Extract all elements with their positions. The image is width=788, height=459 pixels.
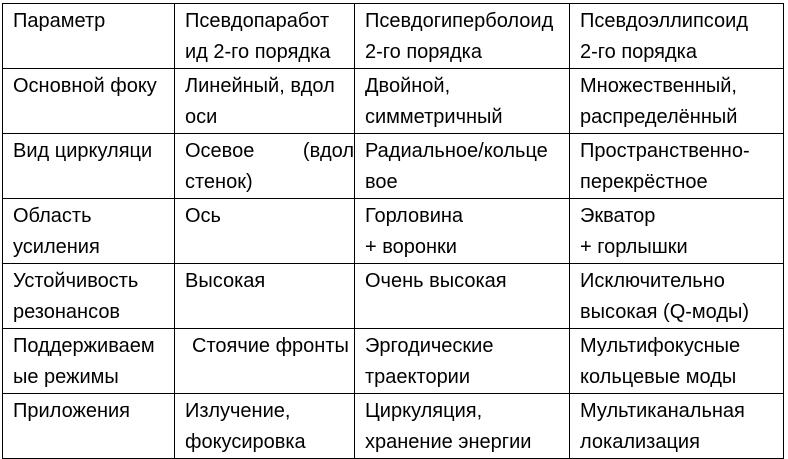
table-cell xyxy=(355,264,570,329)
table-cell xyxy=(175,69,355,134)
cell-line-justified xyxy=(185,136,354,167)
cell-line: усиления xyxy=(13,236,100,258)
cell-line: Область xyxy=(13,205,92,227)
table-row xyxy=(3,134,784,199)
cell-line: Параметр xyxy=(13,10,106,32)
table-cell xyxy=(355,134,570,199)
cell-line: вое xyxy=(365,171,398,193)
table-cell xyxy=(570,199,784,264)
cell-line: Мультиканальная xyxy=(580,400,745,422)
cell-line: Псевдогиперболоид xyxy=(365,10,554,32)
cell-line: Вид циркуляци xyxy=(13,140,153,162)
table-row xyxy=(3,264,784,329)
table-cell xyxy=(570,134,784,199)
header-cell-parameter xyxy=(3,4,175,69)
table-cell xyxy=(175,134,355,199)
cell-line: Излучение, xyxy=(185,400,291,422)
cell-line: + воронки xyxy=(365,236,457,258)
row-label-cell xyxy=(3,134,175,199)
cell-line: Стоячие фронты xyxy=(192,335,349,357)
table-cell xyxy=(355,199,570,264)
cell-line: Ось xyxy=(185,205,221,227)
cell-line: Множественный, xyxy=(580,75,737,97)
table-cell xyxy=(570,264,784,329)
cell-line: Линейный, вдол xyxy=(185,75,335,97)
cell-line: Двойной, xyxy=(365,75,451,97)
row-label-cell xyxy=(3,264,175,329)
table-cell xyxy=(175,329,355,394)
table-header-row xyxy=(3,4,784,69)
cell-line: высокая (Q-моды) xyxy=(580,301,750,323)
cell-line: Мультифокусные xyxy=(580,335,741,357)
cell-line: Циркуляция, xyxy=(365,400,483,422)
cell-line: 2-го порядка xyxy=(580,41,697,63)
table-row xyxy=(3,329,784,394)
cell-line: + горлышки xyxy=(580,236,688,258)
cell-line: Псевдопаработ xyxy=(185,10,330,32)
cell-line: Горловина xyxy=(365,205,464,227)
table-cell xyxy=(570,329,784,394)
cell-line: Высокая xyxy=(185,270,266,292)
cell-line: ид 2-го порядка xyxy=(185,41,331,63)
cell-line: ые режимы xyxy=(13,366,119,388)
row-label-cell xyxy=(3,69,175,134)
cell-line: Основной фоку xyxy=(13,75,157,97)
cell-line: симметричный xyxy=(365,106,503,128)
row-label-cell xyxy=(3,199,175,264)
cell-line: хранение энергии xyxy=(365,431,532,453)
table-cell xyxy=(355,69,570,134)
cell-line: 2-го порядка xyxy=(365,41,482,63)
table-row xyxy=(3,69,784,134)
table-cell xyxy=(355,329,570,394)
header-cell-pseudohyperboloid xyxy=(355,4,570,69)
header-cell-pseudoparaboloid xyxy=(175,4,355,69)
cell-line: Поддерживаем xyxy=(13,335,155,357)
cell-line: Эргодические xyxy=(365,335,494,357)
cell-line: Исключительно xyxy=(580,270,725,292)
cell-line: распределённый xyxy=(580,106,738,128)
cell-line: резонансов xyxy=(13,301,121,323)
table-cell xyxy=(175,199,355,264)
cell-line: Пространственно- xyxy=(580,140,750,162)
cell-line: Экватор xyxy=(580,205,656,227)
comparison-table-frame xyxy=(2,3,784,459)
table-row xyxy=(3,199,784,264)
cell-line: локализация xyxy=(580,431,700,453)
cell-line: фокусировка xyxy=(185,431,306,453)
cell-line: Устойчивость xyxy=(13,270,139,292)
table-cell xyxy=(175,264,355,329)
cell-line: кольцевые моды xyxy=(580,366,737,388)
row-label-cell xyxy=(3,329,175,394)
cell-line: траектории xyxy=(365,366,471,388)
cell-word: (вдол xyxy=(302,140,354,162)
cell-line: оси xyxy=(185,106,218,128)
comparison-table xyxy=(2,3,784,459)
cell-line: перекрёстное xyxy=(580,171,708,193)
cell-line: стенок) xyxy=(185,171,253,193)
header-cell-pseudoellipsoid xyxy=(570,4,784,69)
cell-line: Псевдоэллипсоид xyxy=(580,10,748,32)
cell-line: Радиальное/кольце xyxy=(365,140,548,162)
cell-line: Приложения xyxy=(13,400,131,422)
cell-word: Осевое xyxy=(185,140,255,162)
cell-line: Очень высокая xyxy=(365,270,507,292)
table-cell xyxy=(570,69,784,134)
